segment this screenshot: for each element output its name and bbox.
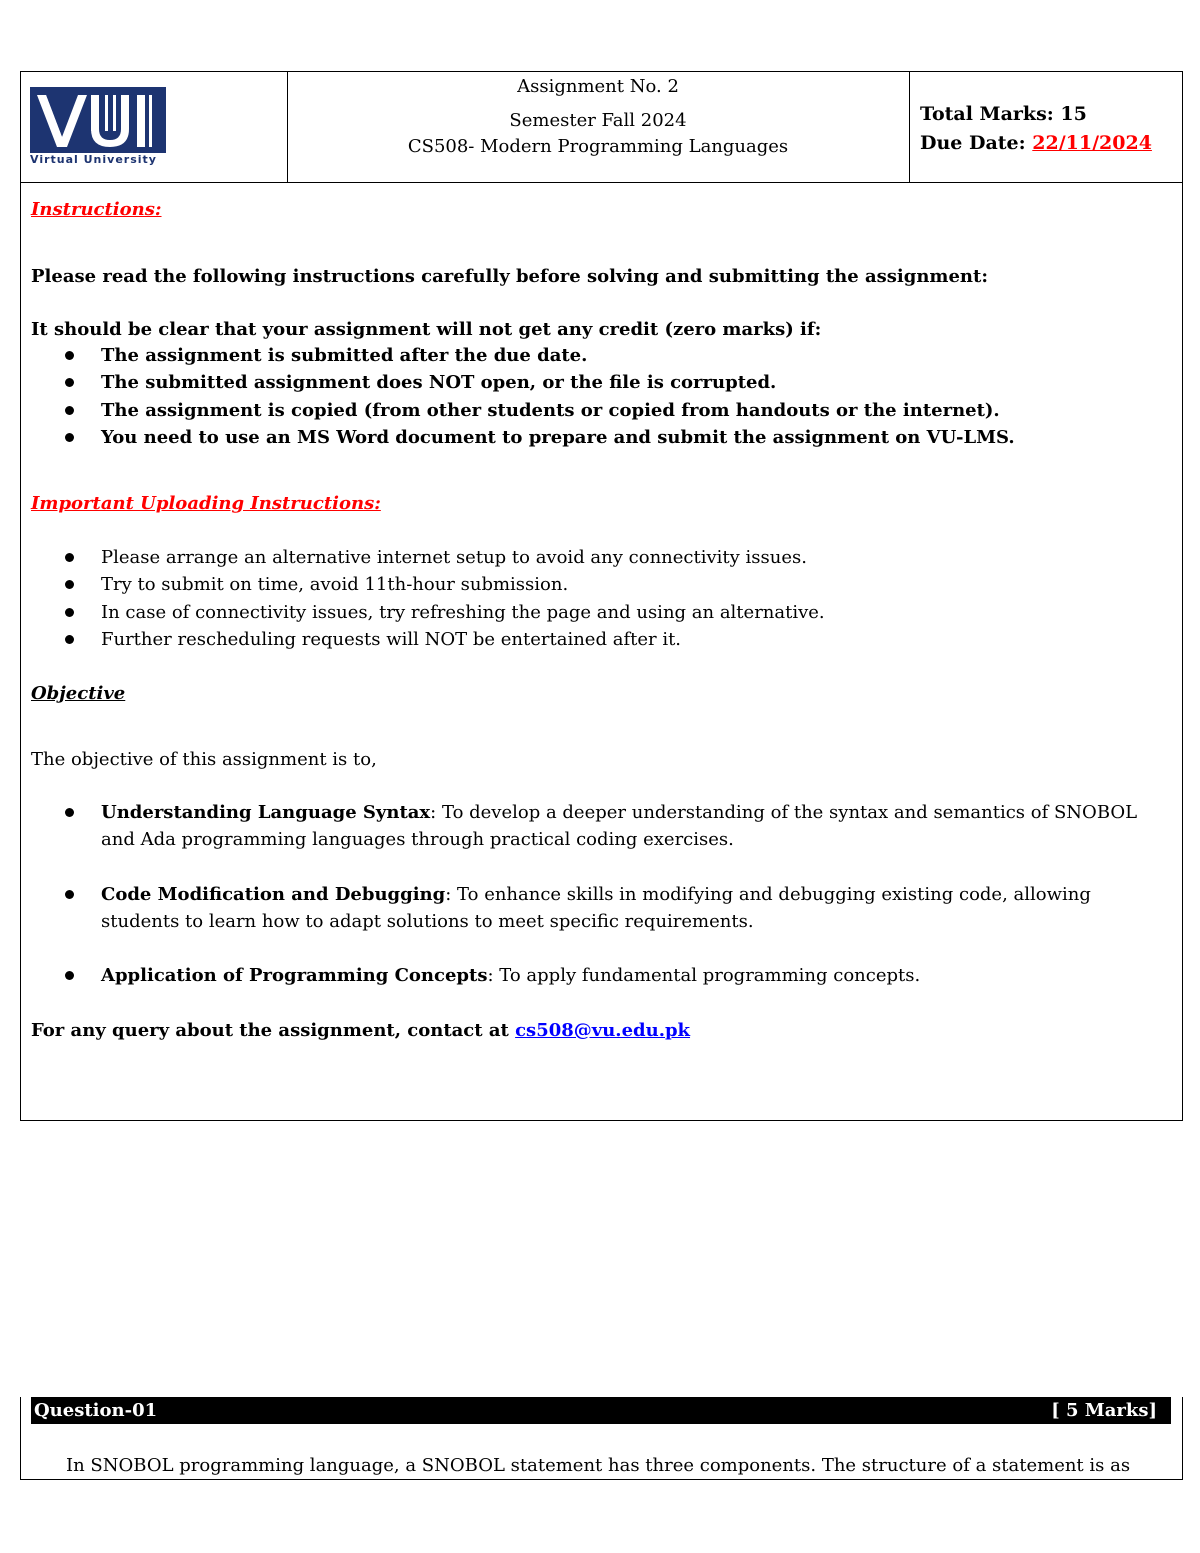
bullet-icon bbox=[65, 635, 74, 644]
header-top-border bbox=[165, 71, 1183, 72]
bullet-icon bbox=[65, 553, 74, 562]
list-item: Try to submit on time, avoid 11th-hour submission. bbox=[31, 571, 825, 598]
contact-line: For any query about the assignment, contact at cs508@vu.edu.pk bbox=[31, 1020, 691, 1041]
bullet-icon bbox=[65, 890, 74, 899]
bullet-icon bbox=[65, 971, 74, 980]
question-marks: [ 5 Marks] bbox=[1051, 1400, 1157, 1421]
question-paragraph: In SNOBOL programming language, a SNOBOL statement has three components. The structure of a statement is as bbox=[66, 1455, 1131, 1476]
zero-marks-intro: It should be clear that your assignment will not get any credit (zero marks) if: bbox=[31, 319, 822, 340]
list-item: You need to use an MS Word document to prepare and submit the assignment on VU-LMS. bbox=[31, 424, 1015, 451]
bullet-icon bbox=[65, 406, 74, 415]
instructions-intro: Please read the following instructions carefully before solving and submitting the assignment: bbox=[31, 266, 988, 287]
objective-item: Code Modification and Debugging: To enhance skills in modifying and debugging existing code, allowing students to learn how to adapt solutions to meet specific requirements. bbox=[31, 881, 1161, 935]
total-marks: Total Marks: 15 bbox=[920, 103, 1087, 125]
marks-and-due-date bbox=[920, 100, 1178, 158]
zero-marks-list bbox=[31, 342, 1015, 451]
list-item: In case of connectivity issues, try refreshing the page and using an alternative. bbox=[31, 599, 825, 626]
bullet-icon bbox=[65, 608, 74, 617]
semester: Semester Fall 2024 bbox=[509, 110, 687, 131]
contact-email-link[interactable]: cs508@vu.edu.pk bbox=[515, 1020, 691, 1041]
due-date-label: Due Date: bbox=[920, 132, 1033, 154]
uploading-list bbox=[31, 544, 825, 653]
bullet-icon bbox=[65, 580, 74, 589]
objective-item: Application of Programming Concepts: To apply fundamental programming concepts. bbox=[31, 962, 1161, 989]
objective-item: Understanding Language Syntax: To develop a deeper understanding of the syntax and semantics of SNOBOL and Ada programming languages through practical coding exercises. bbox=[31, 799, 1161, 853]
list-item: Further rescheduling requests will NOT be entertained after it. bbox=[31, 626, 825, 653]
course-title: CS508- Modern Programming Languages bbox=[407, 136, 789, 157]
objective-heading: Objective bbox=[31, 683, 126, 704]
instructions-heading: Instructions: bbox=[31, 199, 162, 220]
header-divider-right bbox=[909, 71, 910, 183]
list-item: The submitted assignment does NOT open, or the file is corrupted. bbox=[31, 369, 1015, 396]
list-item: Please arrange an alternative internet setup to avoid any connectivity issues. bbox=[31, 544, 825, 571]
bullet-icon bbox=[65, 433, 74, 442]
bullet-icon bbox=[65, 351, 74, 360]
question-title: Question-01 bbox=[34, 1400, 158, 1421]
uploading-heading: Important Uploading Instructions: bbox=[31, 493, 381, 514]
list-item: The assignment is submitted after the due date. bbox=[31, 342, 1015, 369]
list-item: The assignment is copied (from other students or copied from handouts or the internet). bbox=[31, 397, 1015, 424]
due-date-value: 22/11/2024 bbox=[1032, 132, 1152, 154]
header-title-block bbox=[288, 74, 908, 160]
logo-caption: Virtual University bbox=[30, 153, 157, 166]
due-date-line bbox=[920, 129, 1178, 158]
bullet-icon bbox=[65, 808, 74, 817]
bullet-icon bbox=[65, 378, 74, 387]
assignment-number: Assignment No. 2 bbox=[517, 76, 679, 97]
objective-intro: The objective of this assignment is to, bbox=[31, 749, 377, 770]
